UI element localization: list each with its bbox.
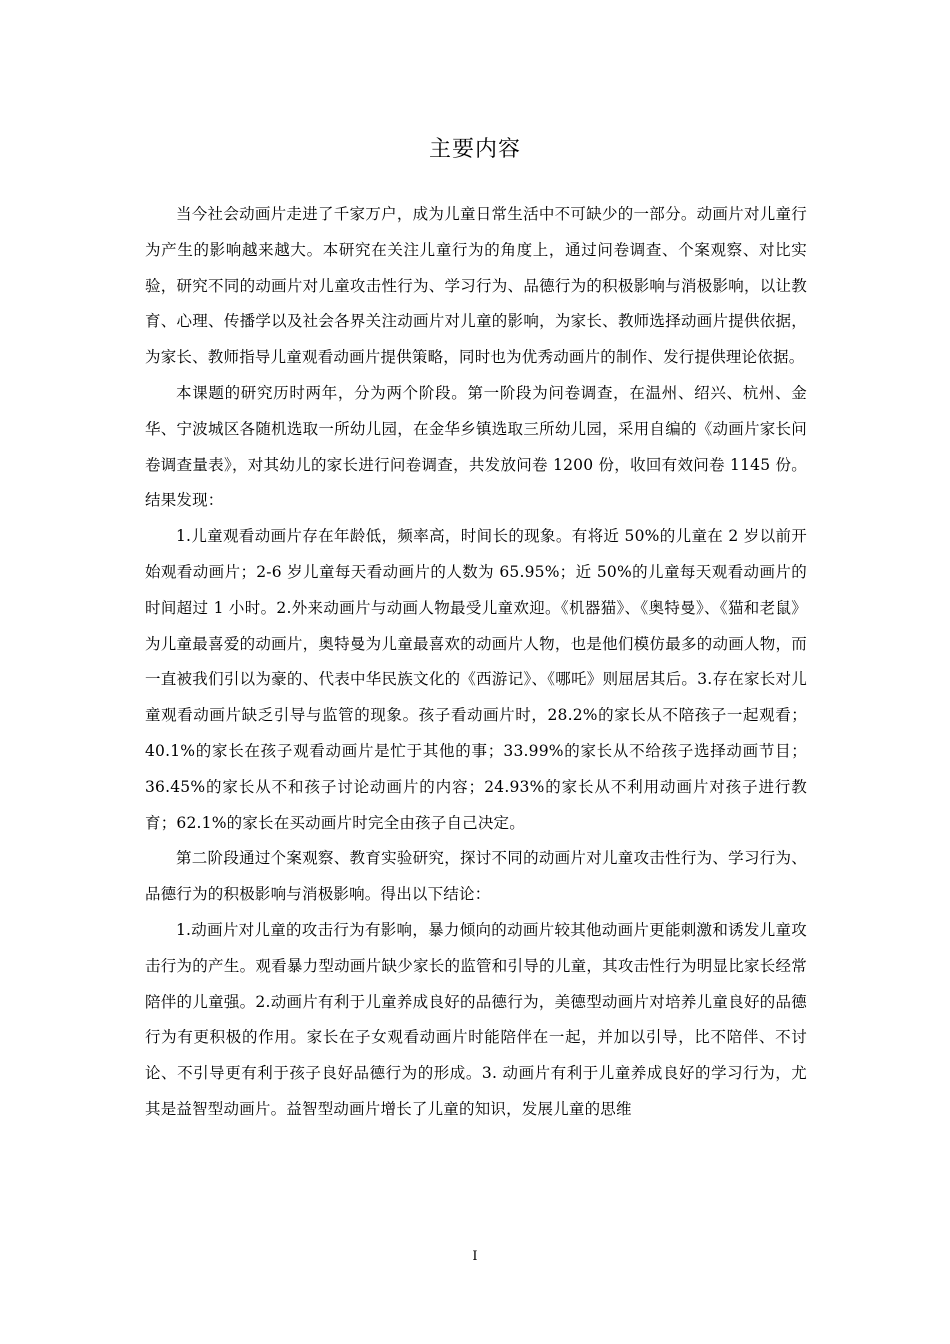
paragraph-stage-two: 第二阶段通过个案观察、教育实验研究，探讨不同的动画片对儿童攻击性行为、学习行为、品德行为的积极影响与消极影响。得出以下结论： xyxy=(145,849,807,904)
paragraph-intro: 当今社会动画片走进了千家万户，成为儿童日常生活中不可缺少的一部分。动画片对儿童行为产生的影响越来越大。本研究在关注儿童行为的角度上，通过问卷调查、个案观察、对比实验，研究不同的动画片对儿童攻击性行为、学习行为、品德行为的积极影响与消极影响，以让教育、心理、传播学以及社会各界关注动画片对儿童的影响，为家长、教师选择动画片提供依据，为家长、教师指导儿童观看动画片提供策略，同时也为优秀动画片的制作、发行提供理论依据。 xyxy=(145,205,807,367)
page-number: I xyxy=(472,1249,478,1264)
page-title: 主要内容 xyxy=(428,137,521,162)
paragraph-stage-one: 本课题的研究历时两年，分为两个阶段。第一阶段为问卷调查，在温州、绍兴、杭州、金华、宁波城区各随机选取一所幼儿园，在金华乡镇选取三所幼儿园，采用自编的《动画片家长问卷调查量表》，对其幼儿的家长进行问卷调查，共发放问卷 1200 份，收回有效问卷 1145 份。结果发现： xyxy=(145,383,807,510)
paragraph-survey-findings: 1.儿童观看动画片存在年龄低，频率高，时间长的现象。有将近 50%的儿童在 2 岁以前开始观看动画片；2-6 岁儿童每天看动画片的人数为 65.95%；近 50%的儿童每天观看动画片的时间超过 1 小时。2.外来动画片与动画人物最受儿童欢迎。《机器猫》、《奥特曼》、《猫和老鼠》为儿童最喜爱的动画片，奥特曼为儿童最喜欢的动画片人物，也是他们模仿最多的动画人物，而一直被我们引以为豪的、代表中华民族文化的《西游记》、《哪吒》则屈居其后。3.存在家长对儿童观看动画片缺乏引导与监管的现象。孩子看动画片时，28.2%的家长从不陪孩子一起观看；40.1%的家长在孩子观看动画片是忙于其他的事；33.99%的家长从不给孩子选择动画节目；36.45%的家长从不和孩子讨论动画片的内容；24.93%的家长从不利用动画片对孩子进行教育；62.1%的家长在买动画片时完全由孩子自己决定。 xyxy=(145,527,807,832)
paragraph-conclusions: 1.动画片对儿童的攻击行为有影响，暴力倾向的动画片较其他动画片更能刺激和诱发儿童攻击行为的产生。观看暴力型动画片缺少家长的监管和引导的儿童，其攻击性行为明显比家长经常陪伴的儿童强。2.动画片有利于儿童养成良好的品德行为，美德型动画片对培养儿童良好的品德行为有更积极的作用。家长在子女观看动画片时能陪伴在一起，并加以引导，比不陪伴、不讨论、不引导更有利于孩子良好品德行为的形成。3. 动画片有利于儿童养成良好的学习行为，尤其是益智型动画片。益智型动画片增长了儿童的知识，发展儿童的思维 xyxy=(145,920,807,1118)
body-text xyxy=(145,197,807,1128)
